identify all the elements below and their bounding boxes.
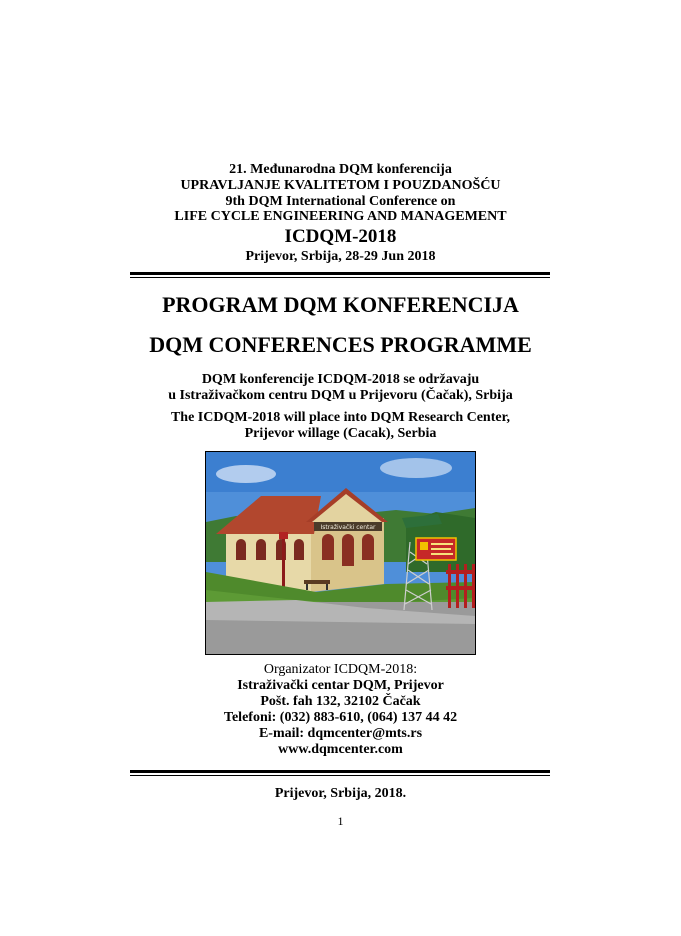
program-title-sr: PROGRAM DQM KONFERENCIJA xyxy=(162,292,519,317)
venue-en-line2: Prijevor willage (Cacak), Serbia xyxy=(244,426,437,441)
conference-theme-en: LIFE CYCLE ENGINEERING AND MANAGEMENT xyxy=(174,209,507,224)
organizer-website: www.dqmcenter.com xyxy=(278,742,403,757)
conference-edition-sr: 21. Međunarodna DQM konferencija xyxy=(229,162,452,177)
venue-en-line1: The ICDQM-2018 will place into DQM Research Center, xyxy=(170,410,511,425)
research-center-illustration xyxy=(206,452,475,654)
footer-place-year: Prijevor, Srbija, 2018. xyxy=(274,786,407,801)
organizer-phones: Telefoni: (032) 883-610, (064) 137 44 42 xyxy=(223,710,458,725)
organizer-label: Organizator ICDQM-2018: xyxy=(263,662,418,677)
organizer-name: Istraživački centar DQM, Prijevor xyxy=(237,678,444,693)
bottom-divider xyxy=(130,770,550,776)
page-number: 1 xyxy=(337,814,344,828)
venue-sr-line1: DQM konferencije ICDQM-2018 se održavaju xyxy=(201,372,480,387)
research-center-photo xyxy=(205,451,476,655)
conference-place-date: Prijevor, Srbija, 28-29 Jun 2018 xyxy=(245,249,436,264)
organizer-address: Pošt. fah 132, 32102 Čačak xyxy=(260,694,421,709)
organizer-email: E-mail: dqmcenter@mts.rs xyxy=(258,726,423,741)
conference-edition-en: 9th DQM International Conference on xyxy=(225,194,456,209)
conference-acronym: ICDQM-2018 xyxy=(284,226,397,247)
venue-sr-line2: u Istraživačkom centru DQM u Prijevoru (Čačak), Srbija xyxy=(168,388,513,403)
program-title-en: DQM CONFERENCES PROGRAMME xyxy=(149,332,532,357)
conference-theme-sr: UPRAVLJANJE KVALITETOM I POUZDANOŠĆU xyxy=(180,178,501,193)
building-sign: Istraživački centar xyxy=(320,524,376,531)
top-divider xyxy=(130,272,550,278)
